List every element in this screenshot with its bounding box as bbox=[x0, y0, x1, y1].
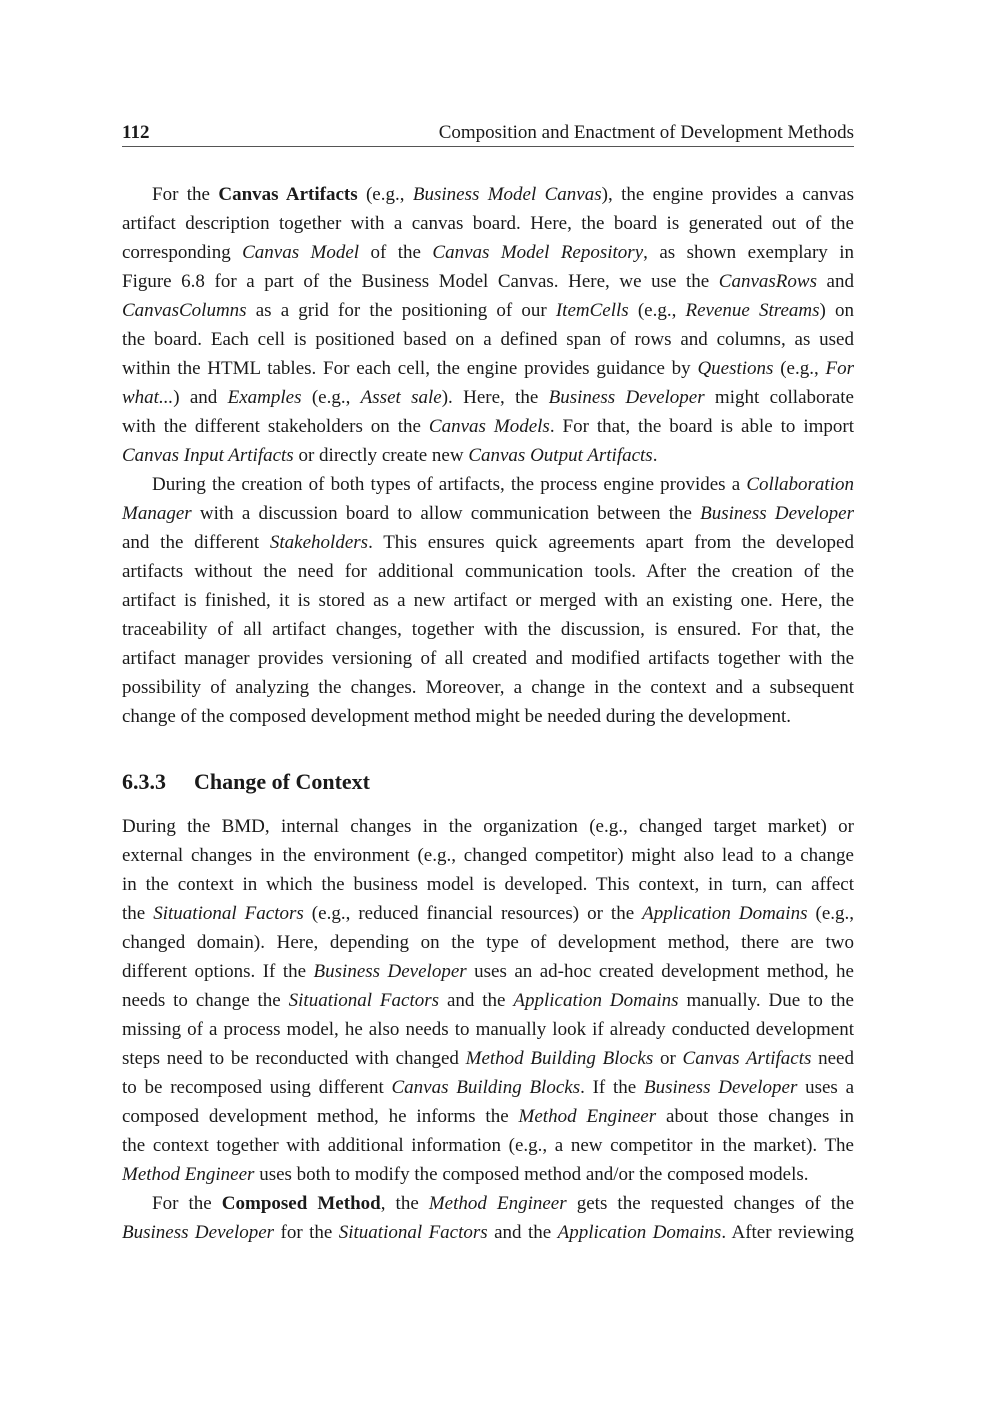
italic-term: Method Building Blocks bbox=[465, 1048, 654, 1069]
text-line bbox=[122, 325, 854, 354]
text-run: , the bbox=[380, 1193, 429, 1214]
italic-term: Situational Factors bbox=[288, 990, 440, 1011]
text-run: . For that, the board is able to import bbox=[549, 416, 854, 437]
text-run: and the different bbox=[122, 532, 270, 553]
text-line bbox=[122, 928, 854, 957]
text-run: about those changes in bbox=[656, 1106, 855, 1127]
running-title: Composition and Enactment of Development Methods bbox=[438, 122, 854, 143]
text-line bbox=[122, 1102, 854, 1131]
italic-term: Business Developer bbox=[122, 1222, 275, 1243]
italic-term: Canvas Output Artifacts bbox=[468, 445, 653, 466]
italic-term: CanvasColumns bbox=[122, 300, 247, 321]
text-run: change of the composed development method might be needed during the development. bbox=[122, 706, 792, 727]
text-run: ) and bbox=[173, 387, 228, 408]
text-line bbox=[122, 238, 854, 267]
italic-term: Canvas Artifacts bbox=[682, 1048, 812, 1069]
text-run: During the BMD, internal changes in the organization (e.g., changed target market) or bbox=[122, 816, 854, 837]
italic-term: Collaboration bbox=[746, 474, 854, 495]
text-run: uses an ad-hoc created development method, he bbox=[466, 961, 854, 982]
running-header bbox=[122, 120, 854, 147]
italic-term: Asset sale bbox=[360, 387, 442, 408]
text-line bbox=[122, 1189, 854, 1218]
italic-term: Manager bbox=[122, 503, 192, 524]
italic-term: Application Domains bbox=[642, 903, 808, 924]
text-run: For the bbox=[152, 1193, 222, 1214]
text-run: might collaborate bbox=[704, 387, 854, 408]
text-line bbox=[122, 1044, 854, 1073]
italic-term: ItemCells bbox=[555, 300, 629, 321]
section-title: Change of Context bbox=[194, 769, 370, 794]
text-line bbox=[122, 1160, 854, 1189]
text-line bbox=[122, 673, 854, 702]
text-run: (e.g., bbox=[301, 387, 361, 408]
text-run: , as shown exemplary in bbox=[643, 242, 855, 263]
text-run: external changes in the environment (e.g., changed competitor) might also lead to a change bbox=[122, 845, 854, 866]
text-run: of the bbox=[359, 242, 433, 263]
page-number: 112 bbox=[122, 122, 150, 143]
text-run: or directly create new bbox=[293, 445, 469, 466]
text-line bbox=[122, 267, 854, 296]
text-line bbox=[122, 899, 854, 928]
text-run: need bbox=[811, 1048, 854, 1069]
text-line bbox=[122, 1131, 854, 1160]
italic-term: Business Developer bbox=[548, 387, 705, 408]
text-run: composed development method, he informs the bbox=[122, 1106, 519, 1127]
text-run: . This ensures quick agreements apart from the developed bbox=[368, 532, 854, 553]
italic-term: Canvas Building Blocks bbox=[391, 1077, 581, 1098]
text-line bbox=[122, 180, 854, 209]
text-line bbox=[122, 354, 854, 383]
text-line bbox=[122, 586, 854, 615]
italic-term: Application Domains bbox=[513, 990, 679, 1011]
text-run: corresponding bbox=[122, 242, 243, 263]
italic-term: Examples bbox=[227, 387, 302, 408]
body-text-upper bbox=[122, 180, 854, 731]
text-line bbox=[122, 209, 854, 238]
italic-term: Method Engineer bbox=[122, 1164, 255, 1185]
text-run: ). Here, the bbox=[441, 387, 549, 408]
italic-term: what... bbox=[122, 387, 174, 408]
body-text-lower bbox=[122, 812, 854, 1247]
text-line bbox=[122, 812, 854, 841]
text-run: artifacts without the need for additional communication tools. After the creation of the bbox=[122, 561, 854, 582]
text-run: as a grid for the positioning of our bbox=[246, 300, 556, 321]
text-run: to be recomposed using different bbox=[122, 1077, 392, 1098]
text-run: and the bbox=[487, 1222, 558, 1243]
text-line bbox=[122, 1073, 854, 1102]
text-line bbox=[122, 441, 854, 470]
text-run: artifact is finished, it is stored as a new artifact or merged with an existing one. Here, the bbox=[122, 590, 854, 611]
text-run: or bbox=[653, 1048, 683, 1069]
text-line bbox=[122, 557, 854, 586]
text-line bbox=[122, 1218, 854, 1247]
text-run: manually. Due to the bbox=[678, 990, 854, 1011]
text-run: possibility of analyzing the changes. Moreover, a change in the context and a subsequent bbox=[122, 677, 854, 698]
italic-term: Business Model Canvas bbox=[412, 184, 602, 205]
italic-term: Canvas Input Artifacts bbox=[122, 445, 294, 466]
text-line bbox=[122, 644, 854, 673]
italic-term: Questions bbox=[697, 358, 774, 379]
text-run: changed domain). Here, depending on the type of development method, there are two bbox=[122, 932, 854, 953]
text-line bbox=[122, 528, 854, 557]
text-run: gets the requested changes of the bbox=[566, 1193, 855, 1214]
text-line bbox=[122, 957, 854, 986]
text-line bbox=[122, 383, 854, 412]
text-run: ), the engine provides a canvas bbox=[601, 184, 854, 205]
text-run: artifact description together with a canvas board. Here, the board is generated out of the bbox=[122, 213, 854, 234]
text-run: for the bbox=[274, 1222, 339, 1243]
text-line bbox=[122, 296, 854, 325]
bold-term: Canvas Artifacts bbox=[218, 184, 358, 205]
italic-term: CanvasRows bbox=[718, 271, 817, 292]
italic-term: Revenue Streams bbox=[685, 300, 820, 321]
italic-term: Business Developer bbox=[700, 503, 854, 524]
section-heading bbox=[122, 767, 370, 797]
text-run: . If the bbox=[580, 1077, 644, 1098]
text-run: the bbox=[122, 903, 154, 924]
text-run: uses both to modify the composed method and/or the composed models. bbox=[254, 1164, 809, 1185]
text-line bbox=[122, 499, 854, 528]
text-run: the context together with additional information (e.g., a new competitor in the market). The bbox=[122, 1135, 854, 1156]
text-run: missing of a process model, he also needs to manually look if already conducted development bbox=[122, 1019, 854, 1040]
text-run: . bbox=[652, 445, 658, 466]
italic-term: Situational Factors bbox=[153, 903, 304, 924]
italic-term: Application Domains bbox=[557, 1222, 722, 1243]
text-run: with the different stakeholders on the bbox=[122, 416, 429, 437]
italic-term: Stakeholders bbox=[269, 532, 369, 553]
text-line bbox=[122, 870, 854, 899]
text-run: and the bbox=[439, 990, 514, 1011]
text-run: steps need to be reconducted with changed bbox=[122, 1048, 466, 1069]
text-run: traceability of all artifact changes, together with the discussion, is ensured. For that, the bbox=[122, 619, 854, 640]
text-line bbox=[122, 470, 854, 499]
text-run: and bbox=[816, 271, 854, 292]
italic-term: Business Developer bbox=[313, 961, 467, 982]
italic-term: For bbox=[825, 358, 854, 379]
text-run: (e.g., bbox=[773, 358, 826, 379]
text-run: (e.g., bbox=[357, 184, 413, 205]
italic-term: Business Developer bbox=[643, 1077, 798, 1098]
italic-term: Method Engineer bbox=[518, 1106, 657, 1127]
bold-term: Composed Method bbox=[221, 1193, 381, 1214]
text-line bbox=[122, 702, 854, 731]
text-line bbox=[122, 986, 854, 1015]
text-run: (e.g., bbox=[807, 903, 855, 924]
text-run: (e.g., bbox=[628, 300, 686, 321]
italic-term: Canvas Model Repository bbox=[432, 242, 644, 263]
text-run: For the bbox=[152, 184, 219, 205]
text-run: . After reviewing bbox=[721, 1222, 854, 1243]
italic-term: Canvas Models bbox=[428, 416, 550, 437]
italic-term: Situational Factors bbox=[338, 1222, 488, 1243]
italic-term: Method Engineer bbox=[428, 1193, 567, 1214]
text-run: ) on bbox=[819, 300, 855, 321]
text-run: During the creation of both types of artifacts, the process engine provides a bbox=[152, 474, 747, 495]
italic-term: Canvas Model bbox=[242, 242, 360, 263]
section-number: 6.3.3 bbox=[122, 769, 166, 794]
text-line bbox=[122, 615, 854, 644]
text-run: in the context in which the business model is developed. This context, in turn, can affect bbox=[122, 874, 854, 895]
text-line bbox=[122, 412, 854, 441]
text-run: uses a bbox=[797, 1077, 855, 1098]
text-run: needs to change the bbox=[122, 990, 289, 1011]
text-run: Figure 6.8 for a part of the Business Model Canvas. Here, we use the bbox=[122, 271, 719, 292]
text-run: (e.g., reduced financial resources) or the bbox=[303, 903, 643, 924]
text-run: different options. If the bbox=[122, 961, 314, 982]
text-line bbox=[122, 841, 854, 870]
text-line bbox=[122, 1015, 854, 1044]
text-run: within the HTML tables. For each cell, the engine provides guidance by bbox=[122, 358, 698, 379]
text-run: artifact manager provides versioning of all created and modified artifacts together with the bbox=[122, 648, 854, 669]
text-run: the board. Each cell is positioned based on a defined span of rows and columns, as used bbox=[122, 329, 854, 350]
text-run: with a discussion board to allow communication between the bbox=[191, 503, 701, 524]
